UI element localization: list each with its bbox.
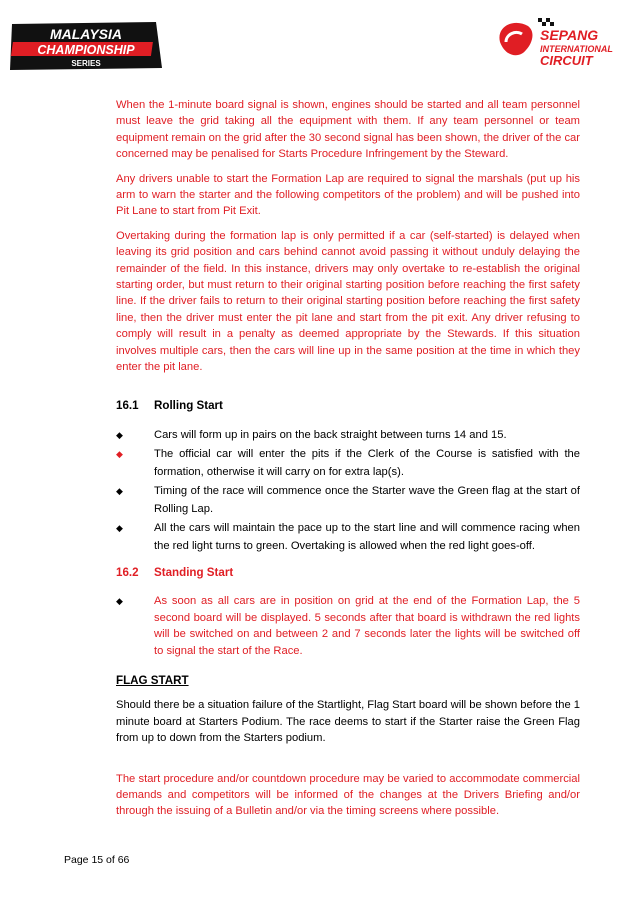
page-number: Page 15 of 66 bbox=[64, 854, 130, 866]
section-title: Standing Start bbox=[154, 565, 234, 579]
diamond-bullet-icon: ◆ bbox=[116, 485, 123, 496]
malaysia-championship-series-logo bbox=[6, 20, 166, 72]
rolling-start-list bbox=[116, 426, 580, 555]
diamond-bullet-icon: ◆ bbox=[116, 522, 123, 533]
section-number: 16.1 bbox=[116, 398, 139, 412]
section-heading-rolling-start bbox=[116, 398, 580, 414]
diamond-bullet-icon: ◆ bbox=[116, 596, 123, 607]
list-item: ◆ All the cars will maintain the pace up to the start line and will commence racing when the red light turns to green. Overtaking is allowed when the red light goes-off. bbox=[116, 519, 580, 555]
logo-right-line1: SEPANG bbox=[540, 27, 599, 43]
list-item: ◆ As soon as all cars are in position on grid at the end of the Formation Lap, the 5 second board will be displayed. 5 seconds after that board is withdrawn the red lights will be switched on and between 2 and 7 seconds later the lights will be switched off to signal the start of the Race. bbox=[116, 593, 580, 659]
section-number: 16.2 bbox=[116, 565, 139, 579]
flag-start-heading: FLAG START bbox=[116, 673, 189, 687]
closing-paragraph: The start procedure and/or countdown procedure may be varied to accommodate commercial demands and competitors will be informed of the changes at the Drivers Briefing and/or through the issuing of a Bulletin and/or via the timing screens where possible. bbox=[116, 772, 580, 818]
list-item: ◆ Cars will form up in pairs on the back straight between turns 14 and 15. bbox=[116, 426, 580, 444]
section-title: Rolling Start bbox=[154, 398, 223, 412]
sepang-international-circuit-logo bbox=[492, 12, 634, 70]
logo-left-line1: MALAYSIA bbox=[49, 26, 123, 42]
logo-right-line2: INTERNATIONAL bbox=[540, 44, 613, 54]
logo-left-line2: CHAMPIONSHIP bbox=[37, 43, 135, 57]
paragraph-overtaking-formation: Overtaking during the formation lap is only permitted if a car (self-started) is delayed when leaving its grid position and cars behind cannot avoid passing it without unduly delaying the remainder of the field. In this instance, drivers may only overtake to re-establish the original starting order, but must return to their original starting position before reaching the first safety line. If the driver fails to return to their original starting position before reaching the first safety line, then the driver must enter the pit lane and start from the pit exit. Any driver refusing to comply will result in a penalty as deemed appropriate by the Stewards. If this situation involves multiple cars, then the cars will line up in the same position at the time in which they enter the pit lane. bbox=[116, 229, 580, 374]
flag-start-paragraph: Should there be a situation failure of the Startlight, Flag Start board will be shown before the 1 minute board at Starters Podium. The race deems to start if the Starter raise the Green Flag from up to down from the Starters podium. bbox=[116, 699, 580, 745]
paragraph-unable-to-start: Any drivers unable to start the Formation Lap are required to signal the marshals (put up his arm to warn the starter and the following competitors of the problem) and will be pushed into Pit Lane to start from Pit Exit. bbox=[116, 172, 580, 218]
list-item: ◆ Timing of the race will commence once the Starter wave the Green flag at the start of Rolling Lap. bbox=[116, 482, 580, 518]
logo-left-line3: SERIES bbox=[71, 59, 101, 68]
list-item: ◆ The official car will enter the pits if the Clerk of the Course is satisfied with the formation, otherwise it will carry on for extra lap(s). bbox=[116, 445, 580, 481]
section-heading-standing-start bbox=[116, 565, 580, 581]
paragraph-one-minute-board: When the 1-minute board signal is shown, engines should be started and all team personnel must leave the grid taking all the equipment with them. If any team personnel or team equipment remain on the grid after the 30 second signal has been shown, the driver of the car concerned may be penalised for Starts Procedure Infringement by the Steward. bbox=[116, 99, 580, 161]
diamond-bullet-icon: ◆ bbox=[116, 429, 123, 440]
diamond-bullet-icon: ◆ bbox=[116, 448, 123, 459]
standing-start-list bbox=[116, 593, 580, 659]
logo-right-line3: CIRCUIT bbox=[540, 53, 593, 68]
document-body bbox=[116, 97, 580, 820]
